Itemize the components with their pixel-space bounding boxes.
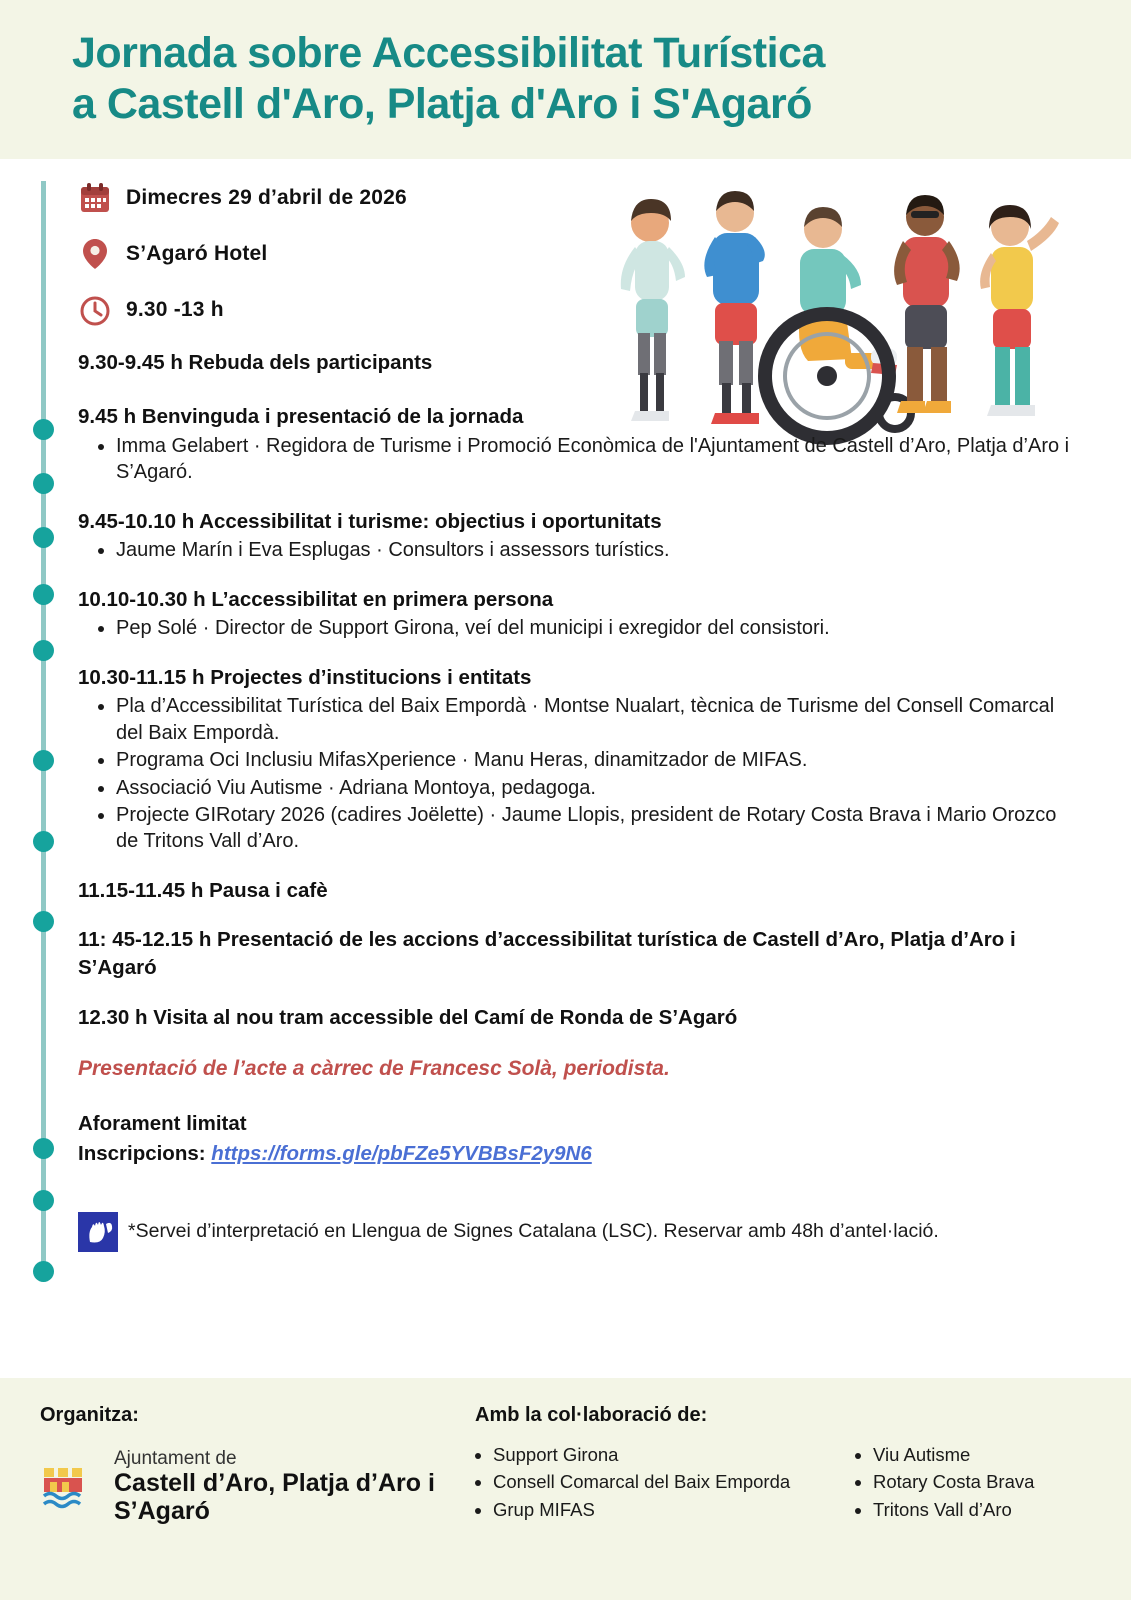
program-block-head: 9.30-9.45 h Rebuda dels participants [78,351,433,375]
sign-language-icon [78,1212,118,1252]
timeline-dot [33,473,54,494]
list-item: • Imma Gelabert · Regidora de Turisme i Promoció Econòmica de l'Ajuntament de Castell d’Aro, Platja d’Aro i S’Agaró. [116,433,1071,486]
program-block [78,926,1071,981]
event-time-row [78,293,1071,327]
list-item: • Programa Oci Inclusiu MifasXperience · Manu Heras, dinamitzador de MIFAS. [116,747,1071,773]
program-block [78,508,1071,564]
registration-label: Inscripcions: [78,1141,206,1165]
program-block-head: 12.30 h Visita al nou tram accessible del Camí de Ronda de S’Agaró [78,1005,738,1029]
title-line-2: a Castell d'Aro, Platja d'Aro i S'Agaró [72,79,812,128]
event-location-row [78,237,1071,271]
poster-header [0,0,1131,163]
program-block-items [78,537,1071,563]
timeline-dot [33,1138,54,1159]
list-item: • Tritons Vall d’Aro [873,1496,1091,1523]
organizer-logo [40,1449,453,1525]
timeline-dot [33,584,54,605]
organizer-name [114,1449,453,1525]
list-item: • Viu Autisme [873,1441,1091,1468]
collaborators-column-2 [851,1441,1091,1523]
program-block-head: 9.45 h Benvinguda i presentació de la jornada [78,405,524,429]
program-block-items [78,433,1071,486]
program-block-head: 10.10-10.30 h L’accessibilitat en primera persona [78,587,554,611]
timeline-dot [33,640,54,661]
program-block [78,877,1071,905]
organizer-section [40,1404,453,1590]
program-block-head: 11.15-11.45 h Pausa i cafè [78,878,328,902]
timeline-dot [33,911,54,932]
program-block [78,664,1071,855]
organizer-line-1: Ajuntament de [114,1448,237,1469]
list-item: • Grup MIFAS [493,1496,831,1523]
program-block-head: 10.30-11.15 h Projectes d’institucions i entitats [78,665,532,689]
event-date-row [78,181,1071,215]
title-line-1: Jornada sobre Accessibilitat Turística [72,29,825,77]
calendar-icon [78,181,112,215]
clock-icon [78,293,112,327]
registration-link[interactable]: https://forms.gle/pbFZe5YVBBsF2y9N6 [211,1141,592,1165]
list-item: • Pla d’Accessibilitat Turística del Baix Empordà · Montse Nualart, tècnica de Turisme del Consell Comarcal del Baix Empordà. [116,693,1071,746]
lsc-service-row [78,1212,1071,1252]
timeline-dot [33,831,54,852]
program-block-items [78,693,1071,854]
collaborators-column-1 [471,1441,831,1523]
list-item: • Rotary Costa Brava [873,1468,1091,1495]
program-block [78,586,1071,642]
timeline-dot [33,419,54,440]
poster-footer [0,1375,1131,1600]
list-item: • Pep Solé · Director de Support Girona, veí del municipi i exregidor del consistori. [116,615,1071,641]
capacity-text: Aforament limitat [78,1112,247,1136]
presenter-note: Presentació de l’acte a càrrec de Francesc Solà, periodista. [78,1057,670,1081]
organizer-label: Organitza: [40,1404,139,1426]
lsc-note-text: *Servei d’interpretació en Llengua de Signes Catalana (LSC). Reservar amb 48h d’antel·lació. [128,1220,939,1243]
timeline-dot [33,750,54,771]
list-item: • Consell Comarcal del Baix Emporda [493,1468,831,1495]
timeline-dot [33,1261,54,1282]
collaborators-section [453,1404,1091,1590]
page-title [72,28,1071,129]
list-item: • Support Girona [493,1441,831,1468]
event-time-text: 9.30 -13 h [126,298,224,322]
collaborators-label: Amb la col·laboració de: [475,1404,708,1426]
list-item: • Jaume Marín i Eva Esplugas · Consultors i assessors turístics. [116,537,1071,563]
town-crest-icon [40,1462,102,1512]
program-block [78,349,1071,377]
list-item: • Associació Viu Autisme · Adriana Montoya, pedagoga. [116,775,1071,801]
timeline-dot [33,527,54,548]
organizer-line-2: Castell d’Aro, Platja d’Aro i S’Agaró [114,1469,435,1525]
poster-body [0,163,1131,1343]
location-pin-icon [78,237,112,271]
program-block-head: 9.45-10.10 h Accessibilitat i turisme: objectius i oportunitats [78,509,662,533]
program-block-head: 11: 45-12.15 h Presentació de les accions d’accessibilitat turística de Castell d’Aro, Platja d’Aro i S’Agaró [78,928,1016,980]
event-location-text: S’Agaró Hotel [126,242,268,266]
event-date-text: Dimecres 29 d’abril de 2026 [126,186,407,210]
registration-info [78,1109,1071,1167]
list-item: • Projecte GIRotary 2026 (cadires Joëlette) · Jaume Llopis, president de Rotary Costa Brava i Mario Orozco de Tritons Vall d’Aro. [116,802,1071,855]
program-block [78,1004,1071,1032]
program-block [78,403,1071,485]
timeline-dot [33,1190,54,1211]
timeline-rail [41,181,46,1281]
program-block-items [78,615,1071,641]
program-content [60,181,1071,1251]
